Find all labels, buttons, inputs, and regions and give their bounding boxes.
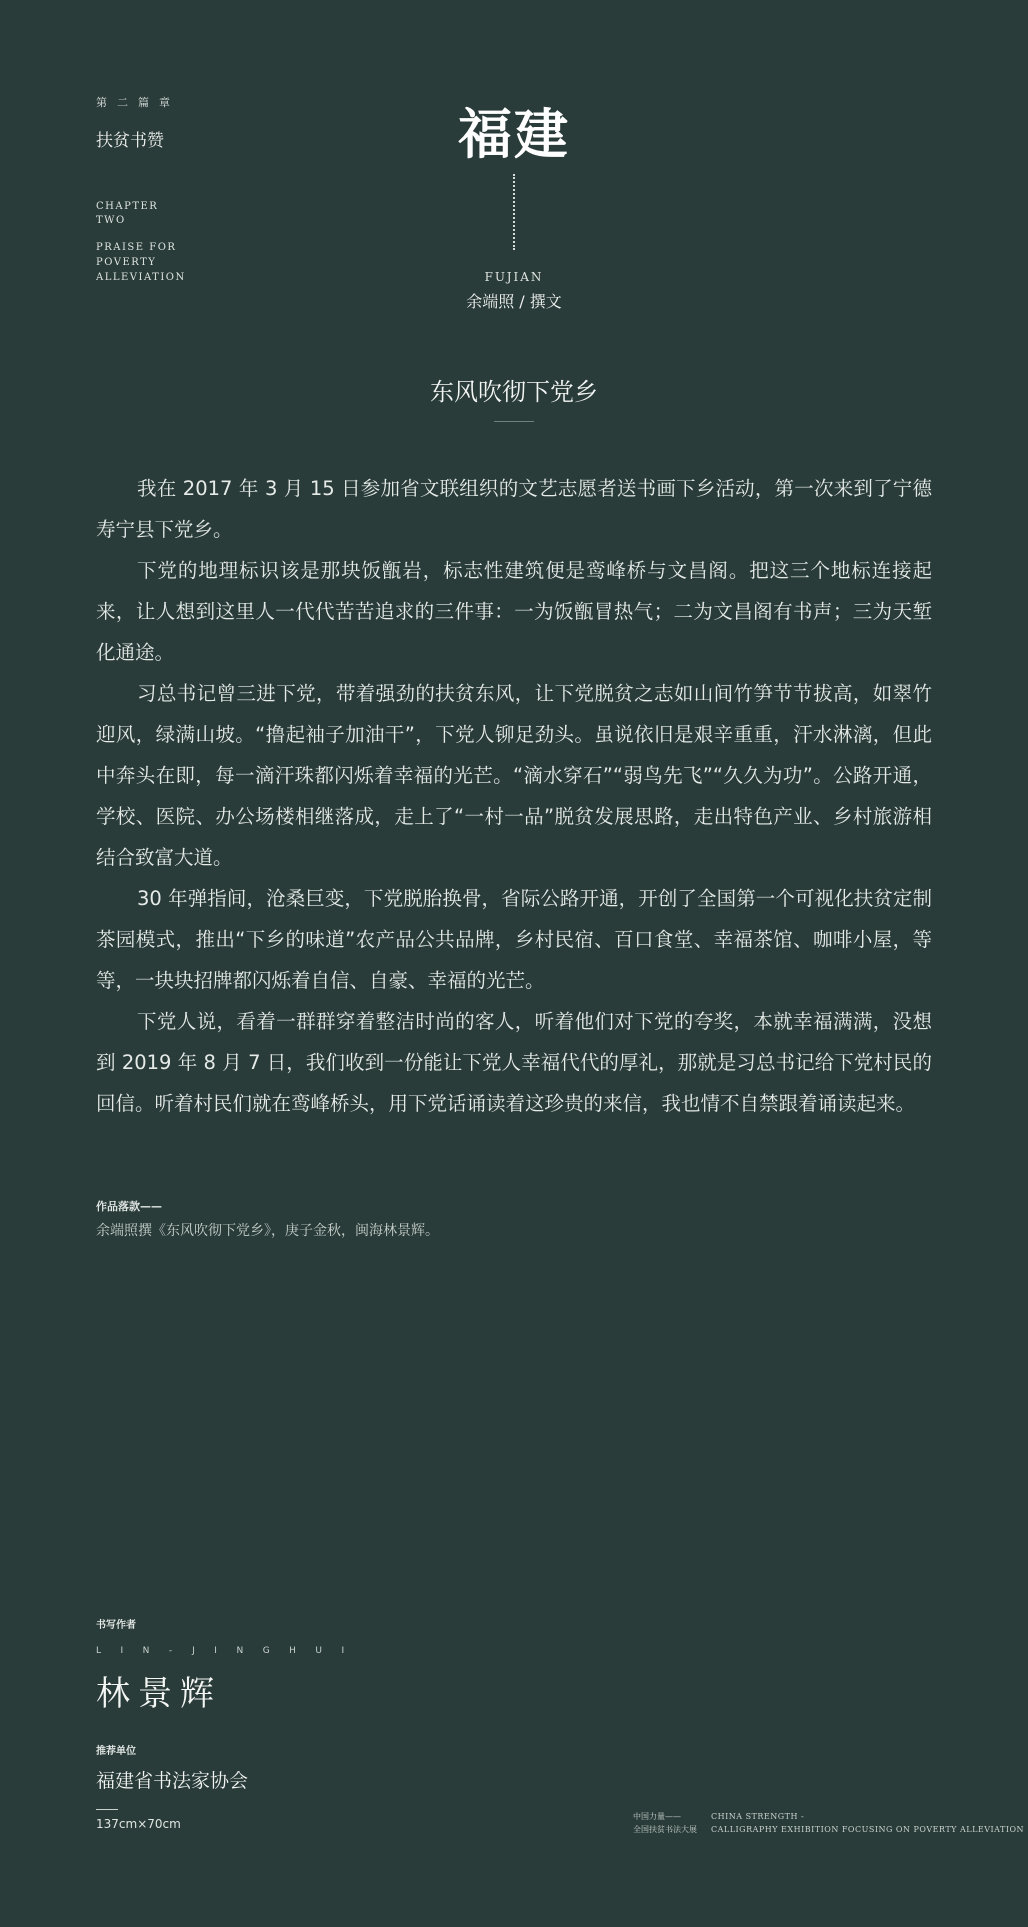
place-name-en: FUJIAN [484, 270, 544, 284]
praise-en-line-2: POVERTY [96, 257, 157, 268]
author-credit: 余端照 / 撰文 [466, 292, 562, 311]
exhibition-name-cn [633, 1810, 697, 1836]
exhibition-name-en [711, 1810, 1024, 1836]
chapter-en [96, 200, 158, 228]
praise-en-line-3: ALLEVIATION [96, 272, 186, 283]
writer-name-en: LIN-JINGHUI [96, 1646, 364, 1656]
chapter-en-line-2: TWO [96, 215, 126, 226]
praise-en-line-1: PRAISE FOR [96, 242, 177, 253]
recommender-label: 推荐单位 [96, 1746, 136, 1757]
recommender-name: 福建省书法家协会 [96, 1770, 249, 1792]
essay-title: 东风吹彻下党乡 [430, 378, 598, 406]
inscription-text: 余端照撰《东风吹彻下党乡》，庚子金秋，闽海林景辉。 [96, 1223, 439, 1239]
writer-label: 书写作者 [96, 1620, 136, 1631]
artwork-size: 137cm×70cm [96, 1817, 181, 1831]
size-divider [96, 1809, 118, 1810]
exhibition-cn-line-1: 中国力量—— [633, 1812, 681, 1821]
exhibition-en-line-2: CALLIGRAPHY EXHIBITION FOCUSING ON POVERTY ALLEVIATION [711, 1825, 1025, 1834]
essay-paragraph: 30 年弹指间，沧桑巨变，下党脱胎换骨，省际公路开通，开创了全国第一个可视化扶贫定制茶园模式，推出“下乡的味道”农产品公共品牌，乡村民宿、百口食堂、幸福茶馆、咖啡小屋，等等，一块块招牌都闪烁着自信、自豪、幸福的光芒。 [96, 887, 932, 992]
dotted-divider [513, 174, 515, 250]
exhibition-cn-line-2: 全国扶贫书法大展 [633, 1825, 697, 1834]
chapter-en-line-1: CHAPTER [96, 201, 159, 212]
essay-paragraph: 习总书记曾三进下党，带着强劲的扶贫东风，让下党脱贫之志如山间竹笋节节拔高，如翠竹迎风，绿满山坡。“撸起袖子加油干”，下党人铆足劲头。虽说依旧是艰辛重重，汗水淋漓，但此中奔头在即，每一滴汗珠都闪烁着幸福的光芒。“滴水穿石”“弱鸟先飞”“久久为功”。公路开通，学校、医院、办公场楼相继落成，走上了“一村一品”脱贫发展思路，走出特色产业、乡村旅游相结合致富大道。 [96, 682, 932, 869]
essay-paragraph: 下党人说，看着一群群穿着整洁时尚的客人，听着他们对下党的夸奖，本就幸福满满，没想到 2019 年 8 月 7 日，我们收到一份能让下党人幸福代代的厚礼，那就是习总书记给下党村民的回信。听着村民们就在鸾峰桥头，用下党话诵读着这珍贵的来信，我也情不自禁跟着诵读起来。 [96, 1010, 932, 1115]
essay-paragraph: 我在 2017 年 3 月 15 日参加省文联组织的文艺志愿者送书画下乡活动，第一次来到了宁德寿宁县下党乡。 [96, 477, 932, 541]
writer-name: 林景辉 [96, 1674, 222, 1714]
page-title: 福建 [458, 102, 570, 166]
chapter-name: 扶贫书赞 [96, 131, 164, 151]
essay-paragraph: 下党的地理标识该是那块饭甑岩，标志性建筑便是鸾峰桥与文昌阁。把这三个地标连接起来，让人想到这里人一代代苦苦追求的三件事：一为饭甑冒热气；二为文昌阁有书声；三为天堑化通途。 [96, 559, 932, 664]
exhibition-en-line-1: CHINA STRENGTH - [711, 1812, 805, 1821]
chapter-number: 第二篇章 [96, 96, 180, 109]
essay-body [96, 468, 932, 1124]
title-divider [494, 421, 534, 422]
inscription-label: 作品落款—— [96, 1200, 162, 1213]
